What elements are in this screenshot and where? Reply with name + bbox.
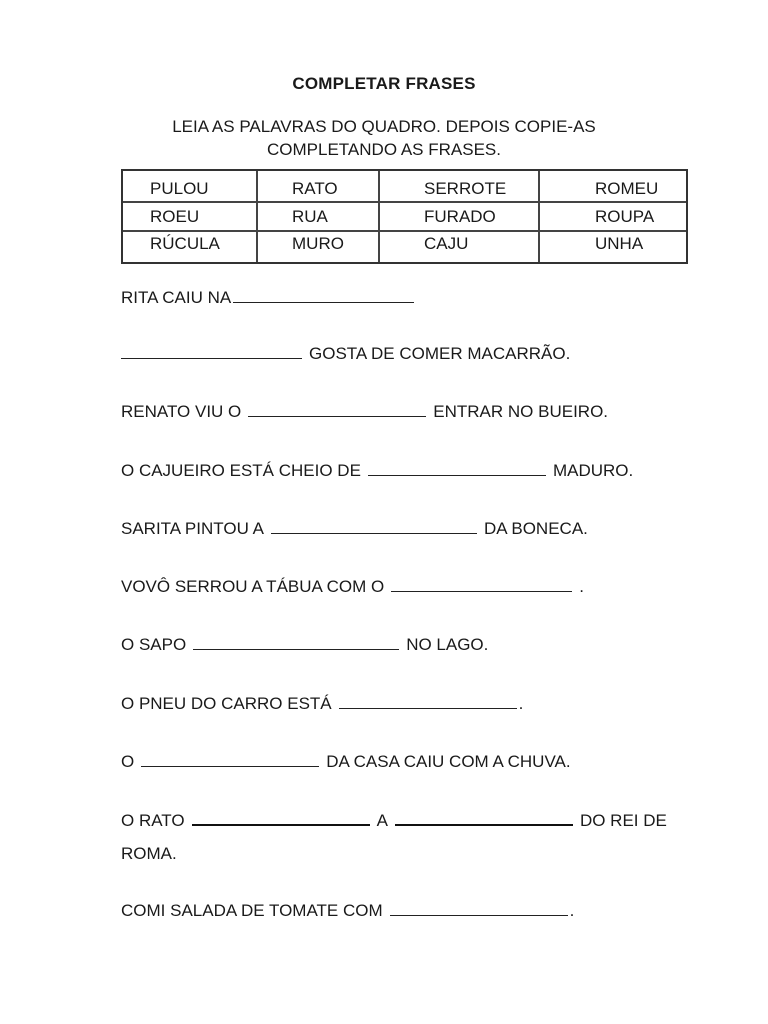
word-box-divider — [538, 171, 540, 262]
sentence-5 — [121, 518, 588, 540]
sentence-text: . — [518, 694, 524, 713]
sentence-text: DA CASA CAIU COM A CHUVA. — [326, 752, 571, 771]
sentence-4 — [121, 460, 633, 482]
word-cell: FURADO — [424, 207, 496, 226]
sentence-text: RENATO VIU O — [121, 402, 242, 421]
answer-blank[interactable] — [391, 577, 572, 592]
sentence-text: A — [376, 811, 388, 830]
answer-blank[interactable] — [121, 344, 302, 359]
sentence-text: O — [121, 752, 135, 771]
sentence-text: ENTRAR NO BUEIRO. — [433, 402, 609, 421]
word-box — [121, 169, 688, 264]
sentence-text: DO REI DE — [579, 811, 667, 830]
sentence-text: MADURO. — [552, 461, 634, 480]
sentence-text: O CAJUEIRO ESTÁ CHEIO DE — [121, 461, 361, 480]
answer-blank[interactable] — [395, 810, 573, 826]
sentence-6 — [121, 576, 584, 598]
sentence-10-continuation: ROMA. — [121, 844, 177, 863]
answer-blank[interactable] — [271, 519, 477, 534]
sentence-text: O PNEU DO CARRO ESTÁ — [121, 694, 332, 713]
sentence-text: GOSTA DE COMER MACARRÃO. — [309, 344, 571, 363]
sentence-text: DA BONECA. — [483, 519, 588, 538]
word-cell: RÚCULA — [150, 234, 220, 253]
answer-blank[interactable] — [368, 461, 546, 476]
answer-blank[interactable] — [193, 635, 399, 650]
word-cell: ROUPA — [595, 207, 655, 226]
sentence-text: O RATO — [121, 811, 185, 830]
word-cell: RUA — [292, 207, 328, 226]
word-cell: UNHA — [595, 234, 644, 253]
sentence-text: . — [579, 577, 584, 596]
sentence-text: NO LAGO. — [406, 635, 489, 654]
word-cell: CAJU — [424, 234, 469, 253]
answer-blank[interactable] — [248, 402, 426, 417]
word-cell: SERROTE — [424, 179, 507, 198]
sentence-7 — [121, 634, 488, 656]
sentence-text: RITA CAIU NA — [121, 288, 232, 307]
answer-blank[interactable] — [233, 288, 414, 303]
answer-blank[interactable] — [192, 810, 370, 826]
sentence-1 — [121, 287, 416, 309]
sentence-text: COMI SALADA DE TOMATE COM — [121, 901, 383, 920]
sentence-10 — [121, 810, 667, 832]
word-box-divider — [256, 171, 258, 262]
word-box-divider — [378, 171, 380, 262]
word-cell: PULOU — [150, 179, 209, 198]
sentence-text: O SAPO — [121, 635, 187, 654]
answer-blank[interactable] — [141, 752, 319, 767]
sentence-text: SARITA PINTOU A — [121, 519, 264, 538]
instructions — [0, 115, 768, 161]
instructions-line-2: COMPLETANDO AS FRASES. — [267, 140, 501, 159]
instructions-line-1: LEIA AS PALAVRAS DO QUADRO. DEPOIS COPIE-AS — [172, 117, 596, 136]
answer-blank[interactable] — [390, 901, 568, 916]
worksheet-title: COMPLETAR FRASES — [292, 74, 476, 93]
sentence-11 — [121, 900, 574, 922]
word-cell: MURO — [292, 234, 344, 253]
word-cell: ROEU — [150, 207, 200, 226]
word-cell: ROMEU — [595, 179, 659, 198]
sentence-8 — [121, 693, 523, 715]
answer-blank[interactable] — [339, 694, 517, 709]
sentence-text: . — [569, 901, 575, 920]
sentence-9 — [121, 751, 571, 773]
sentence-3 — [121, 401, 608, 423]
sentence-text: VOVÔ SERROU A TÁBUA COM O — [121, 577, 385, 596]
word-box-divider — [123, 201, 686, 203]
word-cell: RATO — [292, 179, 338, 198]
word-box-divider — [123, 230, 686, 232]
sentence-2 — [121, 343, 570, 365]
